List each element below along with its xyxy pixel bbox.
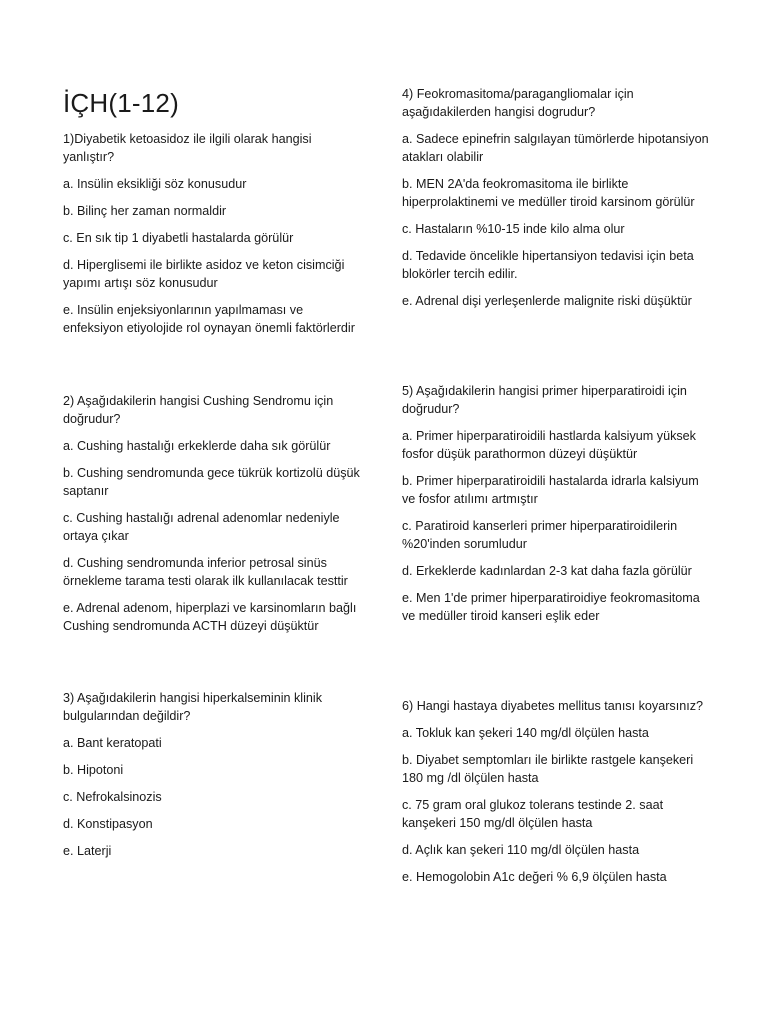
option-a: a. Tokluk kan şekeri 140 mg/dl ölçülen hasta [402, 726, 649, 740]
question-stem: 1)Diyabetik ketoasidoz ile ilgili olarak hangisi yanlıştır? [63, 132, 312, 164]
option-e: e. Insülin enjeksiyonlarının yapılmaması ve enfeksiyon etiyolojide rol oynayan önemli faktörlerdir [63, 303, 355, 335]
option-c: c. En sık tip 1 diyabetli hastalarda görülür [63, 231, 294, 245]
option-e: e. Hemogolobin A1c değeri % 6,9 ölçülen hasta [402, 870, 667, 884]
question-stem: 3) Aşağıdakilerin hangisi hiperkalseminin klinik bulgularından değildir? [63, 691, 323, 723]
option-c: c. Hastaların %10-15 inde kilo alma olur [402, 222, 625, 236]
option-b: b. Bilinç her zaman normaldir [63, 204, 227, 218]
option-a: a. Insülin eksikliği söz konusudur [63, 177, 247, 191]
question-4 [402, 85, 712, 319]
option-a: a. Primer hiperparatiroidili hastlarda kalsiyum yüksek fosfor düşük parathormon düzeyi düşüktür [402, 429, 696, 461]
option-a: a. Sadece epinefrin salgılayan tümörlerde hipotansiyon atakları olabilir [402, 132, 709, 164]
question-stem: 2) Aşağıdakilerin hangisi Cushing Sendromu için doğrudur? [63, 394, 334, 426]
option-b: b. Hipotoni [63, 763, 124, 777]
option-c: c. Paratiroid kanserleri primer hiperparatiroidilerin %20'inden sorumludur [402, 519, 678, 551]
question-3 [63, 689, 363, 869]
option-d: d. Açlık kan şekeri 110 mg/dl ölçülen hasta [402, 843, 640, 857]
option-e: e. Adrenal adenom, hiperplazi ve karsinomların bağlı Cushing sendromunda ACTH düzeyi düşüktür [63, 601, 357, 633]
question-stem: 4) Feokromasitoma/paragangliomalar için aşağıdakilerden hangisi dogrudur? [402, 87, 634, 119]
question-stem: 5) Aşağıdakilerin hangisi primer hiperparatiroidi için doğrudur? [402, 384, 687, 416]
option-a: a. Cushing hastalığı erkeklerde daha sık görülür [63, 439, 331, 453]
option-d: d. Cushing sendromunda inferior petrosal sinüs örnekleme tarama testi olarak ilk kullanılacak testtir [63, 556, 348, 588]
question-5 [402, 382, 712, 634]
page-title: İÇH(1-12) [63, 88, 179, 118]
option-e: e. Laterji [63, 844, 112, 858]
option-d: d. Konstipasyon [63, 817, 153, 831]
option-d: d. Hiperglisemi ile birlikte asidoz ve keton cisimciği yapımı artışı söz konusudur [63, 258, 345, 290]
question-2 [63, 392, 363, 644]
option-b: b. Cushing sendromunda gece tükrük kortizolü düşük saptanır [63, 466, 360, 498]
option-d: d. Erkeklerde kadınlardan 2-3 kat daha fazla görülür [402, 564, 692, 578]
option-b: b. Primer hiperparatiroidili hastalarda idrarla kalsiyum ve fosfor atılımı artmıştır [402, 474, 699, 506]
option-b: b. MEN 2A'da feokromasitoma ile birlikte hiperprolaktinemi ve medüller tiroid karsinom görülür [402, 177, 695, 209]
option-c: c. 75 gram oral glukoz tolerans testinde 2. saat kanşekeri 150 mg/dl ölçülen hasta [402, 798, 664, 830]
option-e: e. Men 1'de primer hiperparatiroidiye feokromasitoma ve medüller tiroid kanseri eşlik eder [402, 591, 700, 623]
option-a: a. Bant keratopati [63, 736, 162, 750]
question-stem: 6) Hangi hastaya diyabetes mellitus tanısı koyarsınız? [402, 699, 704, 713]
option-e: e. Adrenal dişi yerleşenlerde malignite riski düşüktür [402, 294, 692, 308]
option-b: b. Diyabet semptomları ile birlikte rastgele kanşekeri 180 mg /dl ölçülen hasta [402, 753, 694, 785]
option-c: c. Cushing hastalığı adrenal adenomlar nedeniyle ortaya çıkar [63, 511, 340, 543]
question-1 [63, 130, 363, 346]
option-d: d. Tedavide öncelikle hipertansiyon tedavisi için beta blokörler tercih edilir. [402, 249, 694, 281]
question-6 [402, 697, 712, 895]
option-c: c. Nefrokalsinozis [63, 790, 162, 804]
